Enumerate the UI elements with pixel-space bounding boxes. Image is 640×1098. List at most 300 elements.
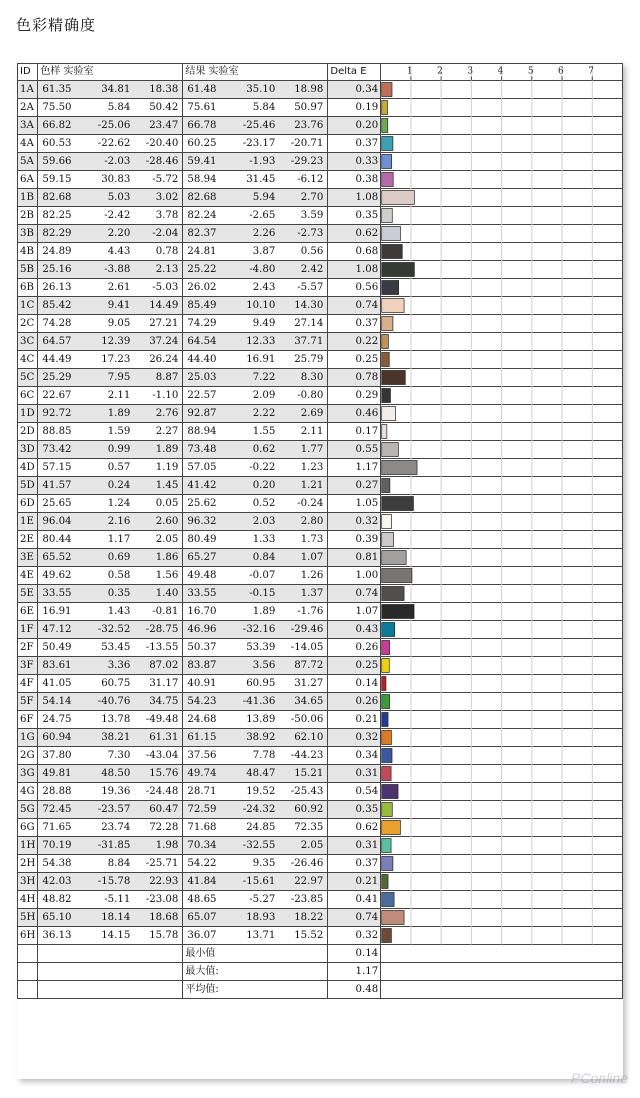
result-lab-values	[183, 693, 328, 711]
b-value: 1.86	[155, 552, 179, 563]
b-value: 3.59	[300, 210, 324, 221]
bar-cell	[381, 207, 623, 225]
delta-e-value: 0.19	[328, 99, 381, 117]
delta-e-value: 0.46	[328, 405, 381, 423]
result-lab-values	[183, 297, 328, 315]
b-value: 15.78	[149, 930, 179, 941]
b-value: 1.73	[300, 534, 324, 545]
l-value: 25.03	[187, 372, 217, 383]
result-lab-values	[183, 279, 328, 297]
delta-e-value: 0.34	[328, 747, 381, 765]
b-value: 34.75	[149, 696, 179, 707]
a-value: 4.43	[107, 246, 131, 257]
a-value: -32.55	[242, 840, 276, 851]
l-value: 26.13	[42, 282, 72, 293]
row-id: 2A	[18, 99, 38, 117]
sample-lab-values	[38, 423, 183, 441]
a-value: 0.99	[107, 444, 131, 455]
sample-lab-values	[38, 297, 183, 315]
summary-bar-cell	[381, 945, 623, 963]
bar-cell	[381, 351, 623, 369]
delta-e-value: 0.55	[328, 441, 381, 459]
b-value: 37.71	[294, 336, 324, 347]
l-value: 96.32	[187, 516, 217, 527]
l-value: 83.87	[187, 660, 217, 671]
a-value: 0.52	[252, 498, 276, 509]
a-value: -0.22	[249, 462, 276, 473]
a-value: -24.32	[242, 804, 276, 815]
bar-cell	[381, 477, 623, 495]
l-value: 65.52	[42, 552, 72, 563]
l-value: 25.22	[187, 264, 217, 275]
b-value: 18.38	[149, 84, 179, 95]
l-value: 40.91	[187, 678, 217, 689]
a-value: 19.36	[101, 786, 131, 797]
delta-e-value: 0.41	[328, 891, 381, 909]
table-row	[18, 405, 623, 423]
row-id: 5E	[18, 585, 38, 603]
sample-lab-values	[38, 621, 183, 639]
l-value: 82.37	[187, 228, 217, 239]
l-value: 49.48	[187, 570, 217, 581]
table-row	[18, 279, 623, 297]
b-value: -23.08	[145, 894, 179, 905]
b-value: -0.24	[297, 498, 324, 509]
result-lab-values	[183, 171, 328, 189]
row-id: 1F	[18, 621, 38, 639]
table-row	[18, 801, 623, 819]
result-lab-values	[183, 99, 328, 117]
b-value: 87.72	[294, 660, 324, 671]
l-value: 88.94	[187, 426, 217, 437]
delta-e-value: 0.74	[328, 297, 381, 315]
row-id: 1D	[18, 405, 38, 423]
header-result-lab: 结果 实验室	[183, 64, 328, 81]
delta-e-value: 0.31	[328, 837, 381, 855]
a-value: -22.62	[97, 138, 131, 149]
a-value: 5.84	[252, 102, 276, 113]
delta-e-value: 0.26	[328, 693, 381, 711]
bar-cell	[381, 423, 623, 441]
a-value: 31.45	[246, 174, 276, 185]
l-value: 37.56	[187, 750, 217, 761]
a-value: 0.58	[107, 570, 131, 581]
row-id: 3D	[18, 441, 38, 459]
a-value: -5.11	[104, 894, 131, 905]
bar-cell	[381, 819, 623, 837]
l-value: 44.40	[187, 354, 217, 365]
bar-cell	[381, 99, 623, 117]
result-lab-values	[183, 783, 328, 801]
b-value: -20.40	[145, 138, 179, 149]
delta-e-value: 0.34	[328, 81, 381, 99]
a-value: 1.89	[107, 408, 131, 419]
l-value: 25.16	[42, 264, 72, 275]
result-lab-values	[183, 891, 328, 909]
l-value: 60.25	[187, 138, 217, 149]
l-value: 65.07	[187, 912, 217, 923]
delta-e-value: 1.05	[328, 495, 381, 513]
l-value: 25.62	[187, 498, 217, 509]
l-value: 66.82	[42, 120, 72, 131]
bar-cell	[381, 585, 623, 603]
bar-cell	[381, 765, 623, 783]
l-value: 70.34	[187, 840, 217, 851]
summary-label: 最大值:	[183, 963, 328, 981]
summary-label: 平均值:	[183, 981, 328, 999]
page-title: 色彩精确度	[16, 16, 97, 34]
sample-lab-values	[38, 189, 183, 207]
l-value: 80.49	[187, 534, 217, 545]
sample-lab-values	[38, 405, 183, 423]
result-lab-values	[183, 117, 328, 135]
b-value: -28.46	[145, 156, 179, 167]
l-value: 54.14	[42, 696, 72, 707]
l-value: 60.53	[42, 138, 72, 149]
delta-e-value: 0.32	[328, 513, 381, 531]
table-row	[18, 585, 623, 603]
delta-e-value: 0.14	[328, 675, 381, 693]
b-value: -49.48	[145, 714, 179, 725]
result-lab-values	[183, 729, 328, 747]
l-value: 65.10	[42, 912, 72, 923]
delta-e-value: 1.08	[328, 189, 381, 207]
table-row	[18, 675, 623, 693]
bar-cell	[381, 117, 623, 135]
a-value: 9.41	[107, 300, 131, 311]
header-row	[18, 64, 623, 81]
b-value: 1.98	[155, 840, 179, 851]
b-value: 0.05	[155, 498, 179, 509]
a-value: 3.56	[252, 660, 276, 671]
delta-e-value: 0.37	[328, 315, 381, 333]
l-value: 64.54	[187, 336, 217, 347]
delta-e-value: 0.33	[328, 153, 381, 171]
result-lab-values	[183, 657, 328, 675]
a-value: -15.78	[97, 876, 131, 887]
summary-row	[18, 981, 623, 999]
row-id: 3G	[18, 765, 38, 783]
l-value: 73.48	[187, 444, 217, 455]
tick-label: 2	[437, 66, 443, 77]
table-row	[18, 261, 623, 279]
l-value: 64.57	[42, 336, 72, 347]
delta-e-value: 0.35	[328, 801, 381, 819]
l-value: 82.68	[187, 192, 217, 203]
a-value: 60.95	[246, 678, 276, 689]
table-row	[18, 495, 623, 513]
b-value: -6.12	[297, 174, 324, 185]
result-lab-values	[183, 225, 328, 243]
a-value: 2.43	[252, 282, 276, 293]
b-value: 26.24	[149, 354, 179, 365]
a-value: -25.06	[97, 120, 131, 131]
l-value: 22.57	[187, 390, 217, 401]
table-row	[18, 297, 623, 315]
bar-cell	[381, 81, 623, 99]
b-value: -29.46	[290, 624, 324, 635]
row-id: 4E	[18, 567, 38, 585]
a-value: 10.10	[246, 300, 276, 311]
b-value: 60.47	[149, 804, 179, 815]
l-value: 59.41	[187, 156, 217, 167]
result-lab-values	[183, 603, 328, 621]
l-value: 70.19	[42, 840, 72, 851]
b-value: 1.56	[155, 570, 179, 581]
l-value: 22.67	[42, 390, 72, 401]
b-value: 18.68	[149, 912, 179, 923]
b-value: -24.48	[145, 786, 179, 797]
b-value: -2.73	[297, 228, 324, 239]
l-value: 48.65	[187, 894, 217, 905]
l-value: 85.42	[42, 300, 72, 311]
b-value: 1.07	[300, 552, 324, 563]
b-value: 61.31	[149, 732, 179, 743]
sample-lab-values	[38, 531, 183, 549]
row-id: 2H	[18, 855, 38, 873]
sample-lab-values	[38, 873, 183, 891]
bar-cell	[381, 621, 623, 639]
table-row	[18, 225, 623, 243]
delta-e-value: 0.62	[328, 819, 381, 837]
sample-lab-values	[38, 657, 183, 675]
b-value: 3.02	[155, 192, 179, 203]
row-id: 4B	[18, 243, 38, 261]
b-value: 34.65	[294, 696, 324, 707]
row-id: 3H	[18, 873, 38, 891]
result-lab-values	[183, 459, 328, 477]
b-value: -20.71	[290, 138, 324, 149]
l-value: 16.91	[42, 606, 72, 617]
bar-cell	[381, 837, 623, 855]
l-value: 92.72	[42, 408, 72, 419]
row-id: 6D	[18, 495, 38, 513]
result-lab-values	[183, 675, 328, 693]
result-lab-values	[183, 531, 328, 549]
bar-cell	[381, 711, 623, 729]
sample-lab-values	[38, 729, 183, 747]
a-value: 2.61	[107, 282, 131, 293]
b-value: -5.57	[297, 282, 324, 293]
l-value: 50.49	[42, 642, 72, 653]
summary-blank	[38, 945, 183, 963]
b-value: -5.72	[152, 174, 179, 185]
sample-lab-values	[38, 675, 183, 693]
b-value: 1.26	[300, 570, 324, 581]
table-row	[18, 333, 623, 351]
b-value: 2.70	[300, 192, 324, 203]
a-value: 5.94	[252, 192, 276, 203]
a-value: 2.09	[252, 390, 276, 401]
sample-lab-values	[38, 261, 183, 279]
table-row	[18, 855, 623, 873]
summary-value: 0.48	[328, 981, 381, 999]
sample-lab-values	[38, 225, 183, 243]
result-lab-values	[183, 513, 328, 531]
table-row	[18, 819, 623, 837]
a-value: 0.20	[252, 480, 276, 491]
l-value: 50.37	[187, 642, 217, 653]
sample-lab-values	[38, 765, 183, 783]
sample-lab-values	[38, 477, 183, 495]
row-id: 1C	[18, 297, 38, 315]
row-id: 3E	[18, 549, 38, 567]
l-value: 74.28	[42, 318, 72, 329]
l-value: 41.05	[42, 678, 72, 689]
b-value: 22.97	[294, 876, 324, 887]
table-row	[18, 621, 623, 639]
tick-label: 3	[467, 66, 474, 77]
table-row	[18, 135, 623, 153]
a-value: 1.89	[252, 606, 276, 617]
l-value: 24.75	[42, 714, 72, 725]
a-value: 16.91	[246, 354, 276, 365]
watermark: PConline	[571, 1070, 628, 1086]
b-value: 60.92	[294, 804, 324, 815]
bar-cell	[381, 261, 623, 279]
table-row	[18, 243, 623, 261]
l-value: 82.25	[42, 210, 72, 221]
a-value: -40.76	[97, 696, 131, 707]
a-value: 3.87	[252, 246, 276, 257]
b-value: 62.10	[294, 732, 324, 743]
a-value: 17.23	[101, 354, 131, 365]
bar-cell	[381, 459, 623, 477]
table-row	[18, 927, 623, 945]
result-lab-values	[183, 567, 328, 585]
b-value: -5.03	[152, 282, 179, 293]
table-row	[18, 891, 623, 909]
delta-e-value: 0.54	[328, 783, 381, 801]
result-lab-values	[183, 423, 328, 441]
bar-cell	[381, 135, 623, 153]
tick-label: 1	[406, 66, 413, 77]
summary-bar-cell	[381, 981, 623, 999]
result-lab-values	[183, 387, 328, 405]
a-value: -15.61	[242, 876, 276, 887]
result-lab-values	[183, 549, 328, 567]
row-id: 1H	[18, 837, 38, 855]
l-value: 24.89	[42, 246, 72, 257]
l-value: 54.38	[42, 858, 72, 869]
row-id: 1G	[18, 729, 38, 747]
a-value: -0.07	[249, 570, 276, 581]
l-value: 85.49	[187, 300, 217, 311]
summary-blank	[18, 963, 38, 981]
l-value: 41.57	[42, 480, 72, 491]
bar-cell	[381, 315, 623, 333]
b-value: -43.04	[145, 750, 179, 761]
a-value: 2.22	[252, 408, 276, 419]
result-lab-values	[183, 333, 328, 351]
row-id: 6A	[18, 171, 38, 189]
l-value: 57.05	[187, 462, 217, 473]
b-value: 2.11	[300, 426, 324, 437]
row-id: 2G	[18, 747, 38, 765]
row-id: 5A	[18, 153, 38, 171]
delta-e-value: 0.25	[328, 657, 381, 675]
table-row	[18, 369, 623, 387]
l-value: 74.29	[187, 318, 217, 329]
b-value: 18.98	[294, 84, 324, 95]
header-delta-e: Delta E	[328, 64, 381, 81]
delta-e-value: 1.08	[328, 261, 381, 279]
bar-cell	[381, 297, 623, 315]
a-value: -4.80	[249, 264, 276, 275]
delta-e-value: 0.27	[328, 477, 381, 495]
b-value: 14.30	[294, 300, 324, 311]
a-value: -0.15	[249, 588, 276, 599]
bar-cell	[381, 909, 623, 927]
delta-e-value: 0.74	[328, 585, 381, 603]
l-value: 71.65	[42, 822, 72, 833]
tick-label: 6	[558, 66, 564, 77]
b-value: 37.24	[149, 336, 179, 347]
tick-label: 7	[588, 66, 595, 77]
b-value: 72.28	[149, 822, 179, 833]
sample-lab-values	[38, 585, 183, 603]
bar-cell	[381, 189, 623, 207]
a-value: 2.03	[252, 516, 276, 527]
result-lab-values	[183, 711, 328, 729]
a-value: -25.46	[242, 120, 276, 131]
bar-cell	[381, 729, 623, 747]
a-value: 8.84	[107, 858, 131, 869]
b-value: 18.22	[294, 912, 324, 923]
delta-e-value: 0.17	[328, 423, 381, 441]
l-value: 48.82	[42, 894, 72, 905]
sample-lab-values	[38, 351, 183, 369]
summary-row	[18, 963, 623, 981]
l-value: 47.12	[42, 624, 72, 635]
l-value: 65.27	[187, 552, 217, 563]
table-row	[18, 873, 623, 891]
a-value: -2.42	[104, 210, 131, 221]
table-row	[18, 171, 623, 189]
delta-e-value: 0.25	[328, 351, 381, 369]
a-value: 12.33	[246, 336, 276, 347]
delta-e-value: 0.39	[328, 531, 381, 549]
bar-cell	[381, 279, 623, 297]
l-value: 82.24	[187, 210, 217, 221]
result-lab-values	[183, 747, 328, 765]
b-value: 23.76	[294, 120, 324, 131]
table-row	[18, 153, 623, 171]
l-value: 59.66	[42, 156, 72, 167]
row-id: 4H	[18, 891, 38, 909]
l-value: 36.13	[42, 930, 72, 941]
b-value: -26.46	[290, 858, 324, 869]
bar-cell	[381, 171, 623, 189]
sample-lab-values	[38, 747, 183, 765]
bar-cell	[381, 657, 623, 675]
l-value: 41.42	[187, 480, 217, 491]
b-value: 14.49	[149, 300, 179, 311]
a-value: 0.84	[252, 552, 276, 563]
summary-row	[18, 945, 623, 963]
result-lab-values	[183, 639, 328, 657]
result-lab-values	[183, 873, 328, 891]
b-value: 2.42	[300, 264, 324, 275]
delta-e-value: 0.68	[328, 243, 381, 261]
b-value: 23.47	[149, 120, 179, 131]
l-value: 71.68	[187, 822, 217, 833]
b-value: 22.93	[149, 876, 179, 887]
a-value: 34.81	[101, 84, 131, 95]
sample-lab-values	[38, 99, 183, 117]
l-value: 96.04	[42, 516, 72, 527]
table-row	[18, 729, 623, 747]
